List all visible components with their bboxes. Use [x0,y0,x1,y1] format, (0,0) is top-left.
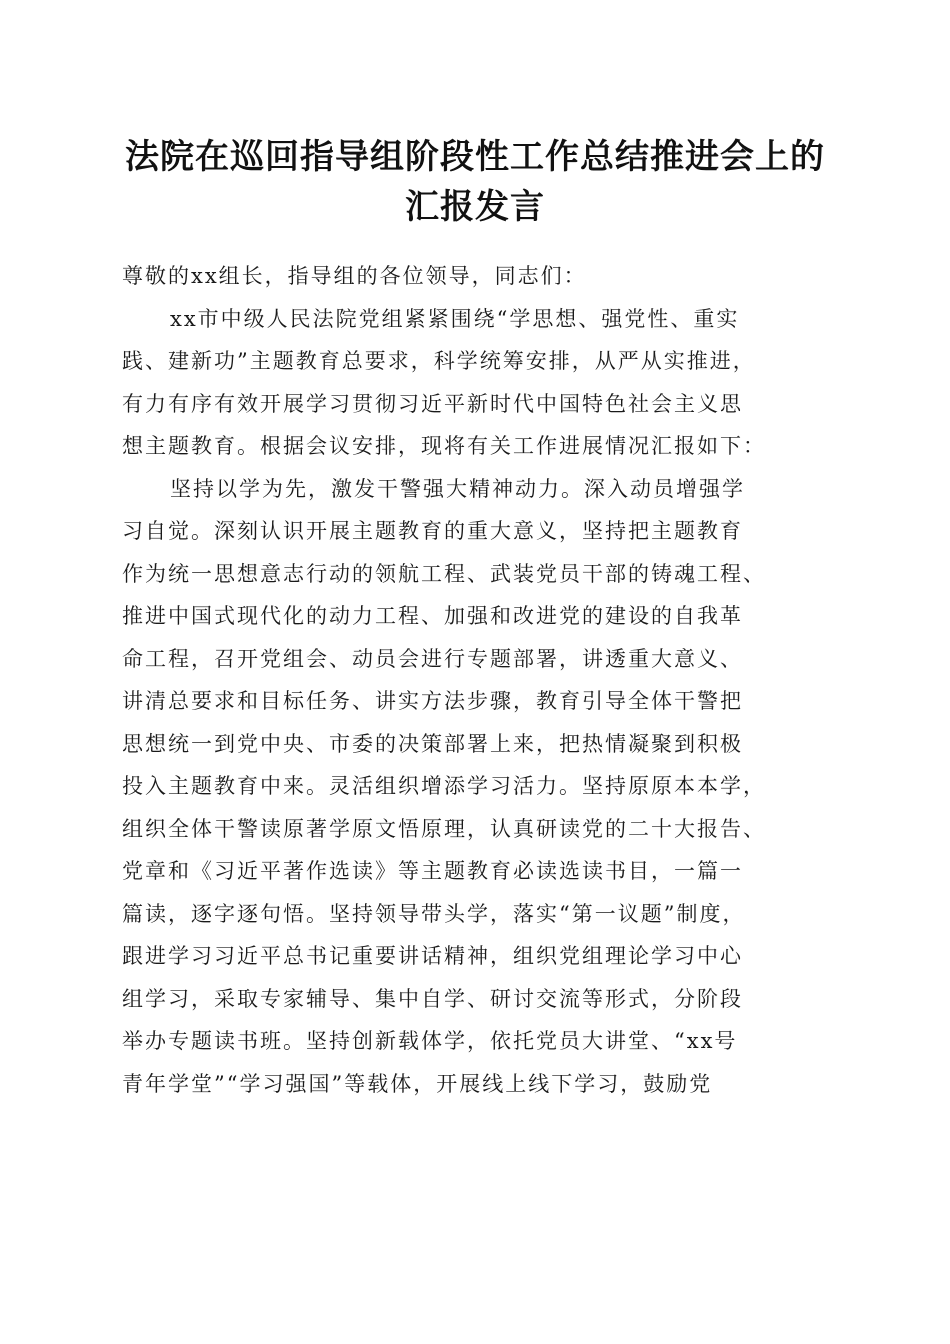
paragraph-line: 青年学堂”“学习强国”等载体，开展线上线下学习，鼓励党 [122,1071,713,1096]
document-body [122,255,832,1105]
paragraph-line: 跟进学习习近平总书记重要讲话精神，组织党组理论学习中心 [122,944,743,968]
paragraph-line: 举办专题读书班。坚持创新载体学，依托党员大讲堂、“xx号 [122,1029,738,1053]
paragraph-line: 组织全体干警读原著学原文悟原理，认真研读党的二十大报告、 [122,816,766,841]
paragraph-line: 作为统一思想意志行动的领航工程、武装党员干部的铸魂工程、 [122,561,766,586]
paragraph-line: 思想统一到党中央、市委的决策部署上来，把热情凝聚到积极 [122,731,743,756]
paragraph-intro [122,298,832,468]
salutation: 尊敬的xx组长，指导组的各位领导，同志们： [122,264,587,288]
paragraph-line: 讲清总要求和目标任务、讲实方法步骤，教育引导全体干警把 [122,689,743,713]
paragraph-study [122,468,832,1106]
title-line-2: 汇报发言 [405,187,545,227]
paragraph-line: 党章和《习近平著作选读》等主题教育必读选读书目，一篇一 [122,859,743,883]
paragraph-line: 推进中国式现代化的动力工程、加强和改进党的建设的自我革 [122,604,743,628]
paragraph-line: 习自觉。深刻认识开展主题教育的重大意义，坚持把主题教育 [122,519,743,543]
paragraph-line: 践、建新功”主题教育总要求，科学统筹安排，从严从实推进， [122,349,756,373]
document-title [100,132,850,232]
paragraph-line: xx市中级人民法院党组紧紧围绕“学思想、强党性、重实 [170,306,740,331]
paragraph-line: 有力有序有效开展学习贯彻习近平新时代中国特色社会主义思 [122,391,743,416]
paragraph-line: 坚持以学为先，激发干警强大精神动力。深入动员增强学 [170,476,745,501]
paragraph-line: 篇读，逐字逐句悟。坚持领导带头学，落实“第一议题”制度， [122,901,746,926]
paragraph-line: 组学习，采取专家辅导、集中自学、研讨交流等形式，分阶段 [122,986,743,1011]
paragraph-line: 投入主题教育中来。灵活组织增添学习活力。坚持原原本本学， [122,774,766,798]
paragraph-line: 想主题教育。根据会议安排，现将有关工作进展情况汇报如下： [122,434,766,458]
title-line-1: 法院在巡回指导组阶段性工作总结推进会上的 [125,137,825,177]
paragraph-line: 命工程，召开党组会、动员会进行专题部署，讲透重大意义、 [122,646,743,671]
